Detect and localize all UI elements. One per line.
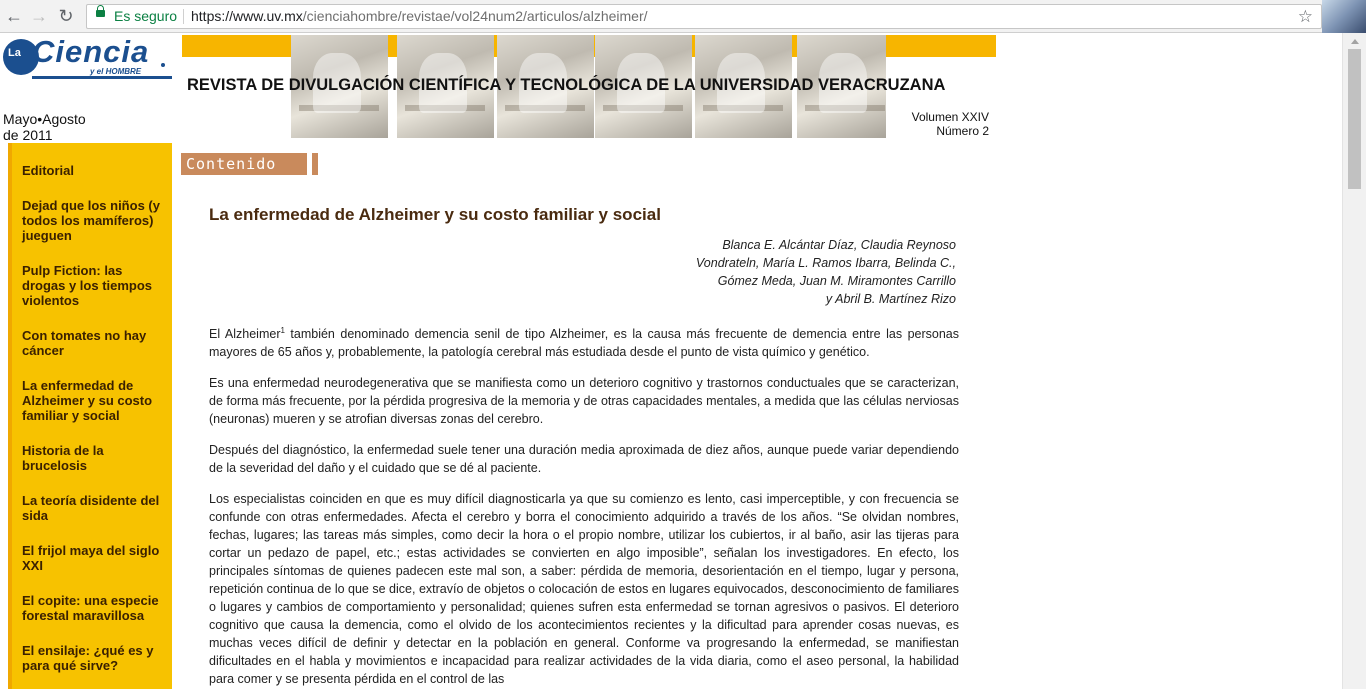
url-text[interactable] xyxy=(191,5,648,28)
browser-toolbar xyxy=(0,0,1366,33)
secure-label: Es seguro xyxy=(114,8,178,24)
sidebar-item-pulp-fiction[interactable]: Pulp Fiction: las drogas y los tiempos violentos xyxy=(22,263,153,308)
scroll-up-arrow-icon[interactable] xyxy=(1351,39,1359,44)
paragraph-3: Después del diagnóstico, la enfermedad suele tener una duración media aproximada de diez años, aunque puede variar dependiendo de la severidad del daño y el cuidado que se dé al paciente. xyxy=(209,443,959,475)
volume-label: Volumen XXIV xyxy=(911,110,989,124)
logo-dot xyxy=(161,63,165,67)
url-path: /cienciahombre/revistae/vol24num2/articulos/alzheimer/ xyxy=(302,8,648,24)
vertical-scrollbar[interactable] xyxy=(1342,33,1366,689)
site-logo[interactable] xyxy=(2,34,172,81)
bookmark-star-icon[interactable]: ☆ xyxy=(1297,7,1313,26)
sidebar-item-copite[interactable]: El copite: una especie forestal maravillosa xyxy=(22,593,159,623)
author-line: y Abril B. Martínez Rizo xyxy=(825,292,956,306)
forward-arrow-icon[interactable]: → xyxy=(30,6,48,26)
issue-date xyxy=(3,111,113,143)
paragraph-4: Los especialistas coinciden en que es muy difícil diagnosticarla ya que su comienzo es lento, casi imperceptible, y con frecuencia se confunde con otras enfermedades. Afecta el cerebro y borra el conocimiento adquirido a través de los años. “Se olvidan nombres, fechas, lugares; las tareas más simples, como decir la hora o el propio nombre, utilizar los cubiertos, ir al baño, asir las tijeras para cortar un pedazo de papel, etc.; estas actividades se convierten en algo imposible”, señalan los investigadores. En efecto, los principales síntomas de quienes padecen este mal son, a saber: pérdida de memoria, desorientación en el tiempo, lugar y persona, repetición continua de lo que se dice, extravío de objetos o colocación de estos en lugares equivocados, desconocimiento de familiares o lugares y cambios de comportamiento y personalidad; quienes sufren esta enfermedad se tornan agresivos o pasivos. El deterioro cognitivo que causa la demencia, como el olvido de los acontecimientos recientes y la dificultad para aprender cosas nuevas, es muchas veces difícil de definir y detectar en la población en general. Conforme va progresando la enfermedad, se manifiestan dificultades en el habla y movimientos e incapacidad para realizar actividades de la vida diaria, como el aseo personal, la habilidad para comer y se presenta pérdida en el control de las xyxy=(209,492,959,686)
number-label: Número 2 xyxy=(936,124,989,138)
sidebar-nav xyxy=(8,143,172,689)
author-line: Blanca E. Alcántar Díaz, Claudia Reynoso xyxy=(722,238,956,252)
lock-icon xyxy=(96,10,105,17)
section-heading-tab xyxy=(312,153,318,175)
author-line: Gómez Meda, Juan M. Miramontes Carrillo xyxy=(717,274,956,288)
profile-image xyxy=(1322,0,1366,33)
scrollbar-thumb[interactable] xyxy=(1348,49,1361,189)
sidebar-item-frijol-maya[interactable]: El frijol maya del siglo XXI xyxy=(22,543,160,573)
sidebar-item-teoria-disidente[interactable]: La teoría disidente del sida xyxy=(22,493,160,523)
volume-info xyxy=(880,110,989,138)
journal-title: REVISTA DE DIVULGACIÓN CIENTÍFICA Y TECNOLÓGICA DE LA UNIVERSIDAD VERACRUZANA xyxy=(187,76,946,94)
sidebar-item-alzheimer[interactable]: La enfermedad de Alzheimer y su costo familiar y social xyxy=(22,378,153,423)
sidebar-item-dejad-que-los-ninos[interactable]: Dejad que los niños (y todos los mamíferos) jueguen xyxy=(22,198,160,243)
sidebar-item-editorial[interactable]: Editorial xyxy=(22,163,75,178)
logo-underline xyxy=(32,76,172,79)
issue-date-line1: Mayo•Agosto xyxy=(3,111,86,127)
paragraph-1 xyxy=(209,325,959,361)
article-authors xyxy=(640,236,956,308)
sidebar-item-con-tomates[interactable]: Con tomates no hay cáncer xyxy=(22,328,147,358)
logo-la-text: La xyxy=(8,47,21,59)
sidebar-item-brucelosis[interactable]: Historia de la brucelosis xyxy=(22,443,104,473)
logo-subtitle: y el HOMBRE xyxy=(90,67,142,76)
reload-icon[interactable]: ↻ xyxy=(58,6,74,26)
paragraph-2: Es una enfermedad neurodegenerativa que se manifiesta como un deterioro cognitivo y trastornos conductuales que se caracterizan, de forma más frecuente, por la pérdida progresiva de la memoria y de otras capacidades mentales, a medida que las células nerviosas (neuronas) mueren y se atrofian diversas zonas del cerebro. xyxy=(209,376,959,426)
article-body xyxy=(209,325,959,689)
issue-date-line2: de 2011 xyxy=(3,127,53,143)
article-title: La enfermedad de Alzheimer y su costo familiar y social xyxy=(209,205,661,224)
section-heading: Contenido xyxy=(181,153,307,175)
url-prefix: https:// xyxy=(191,8,234,24)
footnote-ref[interactable]: 1 xyxy=(280,325,285,335)
logo-ciencia-text: Ciencia xyxy=(32,34,150,69)
web-page xyxy=(0,33,1342,689)
address-bar[interactable] xyxy=(86,4,1322,29)
paragraph-1-start: El Alzheimer xyxy=(209,327,281,341)
paragraph-1-rest: también denominado demencia senil de tipo Alzheimer, es la causa más frecuente de demencia entre las personas mayores de 65 años y, probablemente, la patología cerebral más estudiada desde el punto de vista químico y genético. xyxy=(209,327,959,359)
back-arrow-icon[interactable]: ← xyxy=(5,6,23,26)
omnibox-divider xyxy=(183,9,184,24)
sidebar-item-ensilaje[interactable]: El ensilaje: ¿qué es y para qué sirve? xyxy=(22,643,154,673)
url-host: www.uv.mx xyxy=(233,8,303,24)
author-line: Vondrateln, María L. Ramos Ibarra, Belinda C., xyxy=(695,256,956,270)
